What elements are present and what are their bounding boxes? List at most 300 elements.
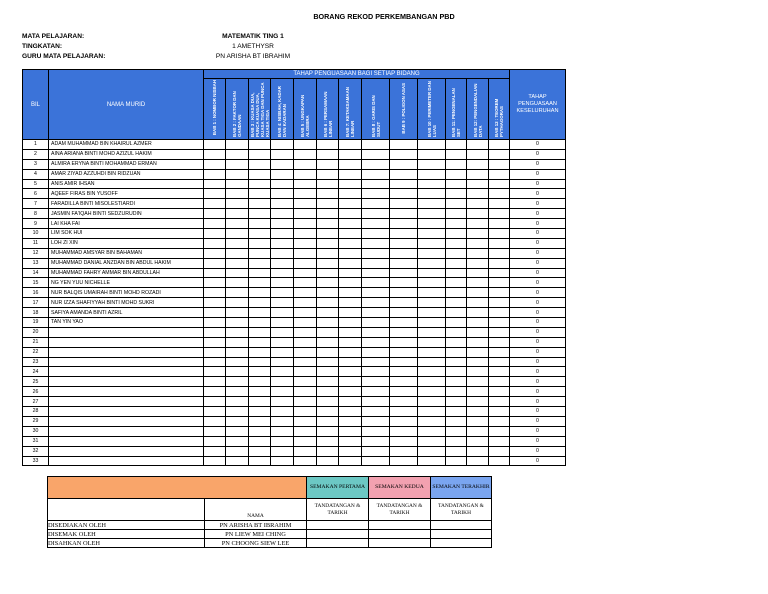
- tahap-cell[interactable]: [339, 308, 362, 318]
- tahap-cell[interactable]: [249, 298, 271, 308]
- tahap-cell[interactable]: [317, 179, 339, 189]
- tahap-cell[interactable]: [249, 327, 271, 337]
- tahap-cell[interactable]: [418, 357, 446, 367]
- tahap-cell[interactable]: [339, 377, 362, 387]
- tahap-cell[interactable]: [294, 238, 317, 248]
- tahap-cell[interactable]: [339, 298, 362, 308]
- tahap-cell[interactable]: [294, 308, 317, 318]
- student-name[interactable]: MUHAMMAD FAHRY AMMAR BIN ABDULLAH: [49, 268, 204, 278]
- tahap-cell[interactable]: [467, 288, 489, 298]
- tahap-cell[interactable]: [339, 436, 362, 446]
- tahap-cell[interactable]: [271, 337, 294, 347]
- tahap-cell[interactable]: [249, 278, 271, 288]
- tahap-cell[interactable]: [446, 229, 467, 239]
- tahap-cell[interactable]: [467, 238, 489, 248]
- tahap-cell[interactable]: [226, 426, 249, 436]
- tahap-cell[interactable]: [489, 367, 510, 377]
- tahap-cell[interactable]: [226, 288, 249, 298]
- student-name[interactable]: NUR IZZA SHAFIYYAH BINTI MOHD SUKRI: [49, 298, 204, 308]
- tahap-cell[interactable]: [489, 318, 510, 328]
- tahap-cell[interactable]: [339, 278, 362, 288]
- tahap-cell[interactable]: [418, 308, 446, 318]
- student-name[interactable]: MUHAMMAD DANIAL ANZDAN BIN ABDUL HAKIM: [49, 258, 204, 268]
- tahap-cell[interactable]: [249, 189, 271, 199]
- student-name[interactable]: ADAM MUHAMMAD BIN KHAIRUL AZMER: [49, 140, 204, 150]
- tahap-cell[interactable]: [418, 189, 446, 199]
- tahap-cell[interactable]: [339, 179, 362, 189]
- tahap-cell[interactable]: [489, 179, 510, 189]
- tahap-cell[interactable]: [418, 258, 446, 268]
- tahap-cell[interactable]: [317, 387, 339, 397]
- tahap-cell[interactable]: [362, 446, 390, 456]
- tahap-cell[interactable]: [204, 298, 226, 308]
- tahap-cell[interactable]: [446, 327, 467, 337]
- tahap-cell[interactable]: [317, 416, 339, 426]
- tahap-cell[interactable]: [271, 387, 294, 397]
- tahap-cell[interactable]: [467, 169, 489, 179]
- tahap-cell[interactable]: [271, 159, 294, 169]
- tahap-cell[interactable]: [390, 199, 418, 209]
- tahap-cell[interactable]: [204, 397, 226, 407]
- tahap-cell[interactable]: [489, 337, 510, 347]
- tahap-cell[interactable]: [418, 367, 446, 377]
- tahap-cell[interactable]: [418, 318, 446, 328]
- tahap-cell[interactable]: [339, 397, 362, 407]
- student-name[interactable]: [49, 347, 204, 357]
- tahap-cell[interactable]: [362, 387, 390, 397]
- tahap-cell[interactable]: [489, 347, 510, 357]
- student-name[interactable]: ANIS AMIR IHSAN: [49, 179, 204, 189]
- tahap-cell[interactable]: [446, 456, 467, 466]
- tahap-cell[interactable]: [317, 199, 339, 209]
- tahap-cell[interactable]: [317, 308, 339, 318]
- tahap-cell[interactable]: [294, 426, 317, 436]
- tahap-cell[interactable]: [446, 159, 467, 169]
- tahap-cell[interactable]: [362, 238, 390, 248]
- tahap-cell[interactable]: [446, 298, 467, 308]
- tahap-cell[interactable]: [446, 407, 467, 417]
- tahap-cell[interactable]: [390, 347, 418, 357]
- tahap-cell[interactable]: [317, 229, 339, 239]
- tahap-cell[interactable]: [446, 258, 467, 268]
- tahap-cell[interactable]: [446, 248, 467, 258]
- tahap-cell[interactable]: [339, 318, 362, 328]
- tahap-cell[interactable]: [317, 397, 339, 407]
- tahap-cell[interactable]: [317, 169, 339, 179]
- tahap-cell[interactable]: [226, 199, 249, 209]
- student-name[interactable]: [49, 377, 204, 387]
- tahap-cell[interactable]: [294, 189, 317, 199]
- tahap-cell[interactable]: [489, 426, 510, 436]
- tahap-cell[interactable]: [418, 387, 446, 397]
- tahap-cell[interactable]: [446, 268, 467, 278]
- tahap-cell[interactable]: [418, 219, 446, 229]
- tahap-cell[interactable]: [489, 189, 510, 199]
- tahap-cell[interactable]: [446, 436, 467, 446]
- student-name[interactable]: SAFIYA AMANDA BINTI AZRIL: [49, 308, 204, 318]
- tahap-cell[interactable]: [446, 149, 467, 159]
- tahap-cell[interactable]: [362, 367, 390, 377]
- tahap-cell[interactable]: [362, 377, 390, 387]
- tahap-cell[interactable]: [362, 288, 390, 298]
- tahap-cell[interactable]: [294, 149, 317, 159]
- tahap-cell[interactable]: [362, 219, 390, 229]
- tahap-cell[interactable]: [271, 456, 294, 466]
- tahap-cell[interactable]: [390, 179, 418, 189]
- tahap-cell[interactable]: [418, 209, 446, 219]
- tahap-cell[interactable]: [418, 347, 446, 357]
- tahap-cell[interactable]: [317, 327, 339, 337]
- tahap-cell[interactable]: [418, 377, 446, 387]
- tahap-cell[interactable]: [204, 159, 226, 169]
- tahap-cell[interactable]: [418, 179, 446, 189]
- tahap-cell[interactable]: [362, 357, 390, 367]
- tahap-cell[interactable]: [446, 426, 467, 436]
- student-name[interactable]: LOH ZI XIN: [49, 238, 204, 248]
- tahap-cell[interactable]: [249, 248, 271, 258]
- tahap-cell[interactable]: [467, 416, 489, 426]
- student-name[interactable]: ALMIRA ERYNA BINTI MOHAMMAD ERMAN: [49, 159, 204, 169]
- tahap-cell[interactable]: [418, 278, 446, 288]
- tahap-cell[interactable]: [294, 387, 317, 397]
- tahap-cell[interactable]: [418, 298, 446, 308]
- tahap-cell[interactable]: [339, 426, 362, 436]
- tahap-cell[interactable]: [489, 327, 510, 337]
- tahap-cell[interactable]: [249, 179, 271, 189]
- tahap-cell[interactable]: [390, 209, 418, 219]
- student-name[interactable]: JASMIN FA'IQAH BINTI SEDZURUDIN: [49, 209, 204, 219]
- tahap-cell[interactable]: [390, 416, 418, 426]
- tahap-cell[interactable]: [249, 149, 271, 159]
- tahap-cell[interactable]: [271, 436, 294, 446]
- tahap-cell[interactable]: [339, 149, 362, 159]
- student-name[interactable]: LIM SOK HUI: [49, 229, 204, 239]
- tahap-cell[interactable]: [339, 189, 362, 199]
- tahap-cell[interactable]: [418, 140, 446, 150]
- tahap-cell[interactable]: [249, 357, 271, 367]
- tahap-cell[interactable]: [446, 357, 467, 367]
- tahap-cell[interactable]: [446, 397, 467, 407]
- tahap-cell[interactable]: [271, 169, 294, 179]
- student-name[interactable]: [49, 367, 204, 377]
- tahap-cell[interactable]: [317, 140, 339, 150]
- tahap-cell[interactable]: [362, 337, 390, 347]
- tahap-cell[interactable]: [446, 387, 467, 397]
- tahap-cell[interactable]: [271, 179, 294, 189]
- tahap-cell[interactable]: [339, 229, 362, 239]
- tahap-cell[interactable]: [249, 426, 271, 436]
- tahap-cell[interactable]: [226, 407, 249, 417]
- tahap-cell[interactable]: [446, 347, 467, 357]
- tahap-cell[interactable]: [249, 377, 271, 387]
- tahap-cell[interactable]: [390, 229, 418, 239]
- tahap-cell[interactable]: [204, 407, 226, 417]
- tahap-cell[interactable]: [204, 446, 226, 456]
- tahap-cell[interactable]: [249, 446, 271, 456]
- tahap-cell[interactable]: [489, 209, 510, 219]
- tahap-cell[interactable]: [467, 357, 489, 367]
- tahap-cell[interactable]: [271, 229, 294, 239]
- tahap-cell[interactable]: [204, 140, 226, 150]
- tahap-cell[interactable]: [339, 169, 362, 179]
- tahap-cell[interactable]: [362, 159, 390, 169]
- tahap-cell[interactable]: [390, 436, 418, 446]
- tahap-cell[interactable]: [418, 436, 446, 446]
- tahap-cell[interactable]: [249, 199, 271, 209]
- tahap-cell[interactable]: [339, 219, 362, 229]
- tahap-cell[interactable]: [446, 169, 467, 179]
- tahap-cell[interactable]: [467, 397, 489, 407]
- tahap-cell[interactable]: [467, 377, 489, 387]
- tahap-cell[interactable]: [390, 337, 418, 347]
- tahap-cell[interactable]: [226, 387, 249, 397]
- tahap-cell[interactable]: [226, 248, 249, 258]
- tahap-cell[interactable]: [418, 248, 446, 258]
- tahap-cell[interactable]: [467, 446, 489, 456]
- tahap-cell[interactable]: [249, 308, 271, 318]
- tahap-cell[interactable]: [226, 347, 249, 357]
- tahap-cell[interactable]: [317, 189, 339, 199]
- tahap-cell[interactable]: [467, 337, 489, 347]
- tahap-cell[interactable]: [446, 140, 467, 150]
- tahap-cell[interactable]: [226, 436, 249, 446]
- tahap-cell[interactable]: [339, 248, 362, 258]
- tahap-cell[interactable]: [249, 209, 271, 219]
- tahap-cell[interactable]: [418, 169, 446, 179]
- student-name[interactable]: [49, 407, 204, 417]
- tahap-cell[interactable]: [271, 149, 294, 159]
- tahap-cell[interactable]: [317, 357, 339, 367]
- tahap-cell[interactable]: [362, 397, 390, 407]
- tahap-cell[interactable]: [204, 268, 226, 278]
- tahap-cell[interactable]: [204, 357, 226, 367]
- student-name[interactable]: [49, 327, 204, 337]
- tahap-cell[interactable]: [489, 278, 510, 288]
- tahap-cell[interactable]: [294, 179, 317, 189]
- tahap-cell[interactable]: [362, 140, 390, 150]
- tahap-cell[interactable]: [204, 436, 226, 446]
- tahap-cell[interactable]: [446, 446, 467, 456]
- tahap-cell[interactable]: [418, 327, 446, 337]
- tahap-cell[interactable]: [467, 367, 489, 377]
- tahap-cell[interactable]: [446, 209, 467, 219]
- tahap-cell[interactable]: [317, 426, 339, 436]
- tahap-cell[interactable]: [339, 288, 362, 298]
- tahap-cell[interactable]: [418, 288, 446, 298]
- tahap-cell[interactable]: [317, 219, 339, 229]
- tahap-cell[interactable]: [294, 159, 317, 169]
- tahap-cell[interactable]: [271, 238, 294, 248]
- tahap-cell[interactable]: [362, 189, 390, 199]
- tahap-cell[interactable]: [226, 189, 249, 199]
- tahap-cell[interactable]: [317, 407, 339, 417]
- tahap-cell[interactable]: [204, 456, 226, 466]
- tahap-cell[interactable]: [418, 456, 446, 466]
- tahap-cell[interactable]: [271, 357, 294, 367]
- student-name[interactable]: [49, 456, 204, 466]
- student-name[interactable]: FARADILLA BINTI MISOLESTIARDI: [49, 199, 204, 209]
- tahap-cell[interactable]: [339, 159, 362, 169]
- tahap-cell[interactable]: [489, 397, 510, 407]
- tahap-cell[interactable]: [204, 219, 226, 229]
- tahap-cell[interactable]: [390, 268, 418, 278]
- tahap-cell[interactable]: [362, 169, 390, 179]
- tahap-cell[interactable]: [467, 278, 489, 288]
- tahap-cell[interactable]: [467, 298, 489, 308]
- tahap-cell[interactable]: [294, 357, 317, 367]
- tahap-cell[interactable]: [204, 238, 226, 248]
- tahap-cell[interactable]: [418, 149, 446, 159]
- student-name[interactable]: NUR BALQIS UMAIRAH BINTI MOHD ROZADI: [49, 288, 204, 298]
- tahap-cell[interactable]: [489, 377, 510, 387]
- tahap-cell[interactable]: [226, 446, 249, 456]
- tahap-cell[interactable]: [317, 298, 339, 308]
- tahap-cell[interactable]: [226, 159, 249, 169]
- tahap-cell[interactable]: [271, 318, 294, 328]
- tahap-cell[interactable]: [446, 367, 467, 377]
- tahap-cell[interactable]: [390, 357, 418, 367]
- tahap-cell[interactable]: [317, 446, 339, 456]
- tahap-cell[interactable]: [418, 268, 446, 278]
- tahap-cell[interactable]: [489, 229, 510, 239]
- tahap-cell[interactable]: [418, 407, 446, 417]
- tahap-cell[interactable]: [294, 209, 317, 219]
- tahap-cell[interactable]: [362, 308, 390, 318]
- tahap-cell[interactable]: [489, 169, 510, 179]
- tahap-cell[interactable]: [226, 377, 249, 387]
- tahap-cell[interactable]: [249, 367, 271, 377]
- student-name[interactable]: [49, 416, 204, 426]
- tahap-cell[interactable]: [489, 149, 510, 159]
- tahap-cell[interactable]: [271, 308, 294, 318]
- tahap-cell[interactable]: [339, 347, 362, 357]
- tahap-cell[interactable]: [390, 159, 418, 169]
- tahap-cell[interactable]: [271, 209, 294, 219]
- tahap-cell[interactable]: [204, 416, 226, 426]
- tahap-cell[interactable]: [390, 318, 418, 328]
- tahap-cell[interactable]: [446, 308, 467, 318]
- tahap-cell[interactable]: [294, 169, 317, 179]
- tahap-cell[interactable]: [294, 407, 317, 417]
- tahap-cell[interactable]: [294, 446, 317, 456]
- tahap-cell[interactable]: [339, 446, 362, 456]
- tahap-cell[interactable]: [390, 377, 418, 387]
- student-name[interactable]: LAI KHA FAI: [49, 219, 204, 229]
- tahap-cell[interactable]: [249, 318, 271, 328]
- tahap-cell[interactable]: [226, 337, 249, 347]
- tahap-cell[interactable]: [317, 456, 339, 466]
- tahap-cell[interactable]: [294, 229, 317, 239]
- tahap-cell[interactable]: [294, 278, 317, 288]
- tahap-cell[interactable]: [317, 159, 339, 169]
- tahap-cell[interactable]: [271, 189, 294, 199]
- tahap-cell[interactable]: [204, 179, 226, 189]
- tahap-cell[interactable]: [418, 159, 446, 169]
- tahap-cell[interactable]: [249, 347, 271, 357]
- tahap-cell[interactable]: [390, 446, 418, 456]
- tahap-cell[interactable]: [317, 318, 339, 328]
- tahap-cell[interactable]: [249, 169, 271, 179]
- tahap-cell[interactable]: [204, 199, 226, 209]
- tahap-cell[interactable]: [446, 288, 467, 298]
- tahap-cell[interactable]: [390, 298, 418, 308]
- tahap-cell[interactable]: [489, 248, 510, 258]
- tahap-cell[interactable]: [446, 278, 467, 288]
- tahap-cell[interactable]: [249, 219, 271, 229]
- student-name[interactable]: MUHAMMAD AMSYAR BIN BAHAMAN: [49, 248, 204, 258]
- tahap-cell[interactable]: [446, 199, 467, 209]
- tahap-cell[interactable]: [339, 238, 362, 248]
- tahap-cell[interactable]: [317, 347, 339, 357]
- tahap-cell[interactable]: [339, 387, 362, 397]
- tahap-cell[interactable]: [362, 298, 390, 308]
- tahap-cell[interactable]: [446, 377, 467, 387]
- tahap-cell[interactable]: [467, 199, 489, 209]
- tahap-cell[interactable]: [204, 258, 226, 268]
- tahap-cell[interactable]: [204, 278, 226, 288]
- tahap-cell[interactable]: [339, 258, 362, 268]
- tahap-cell[interactable]: [294, 199, 317, 209]
- student-name[interactable]: [49, 387, 204, 397]
- tahap-cell[interactable]: [317, 278, 339, 288]
- tahap-cell[interactable]: [271, 298, 294, 308]
- student-name[interactable]: AMAR ZIYAD AZZUHDI BIN RIDZUAN: [49, 169, 204, 179]
- tahap-cell[interactable]: [446, 219, 467, 229]
- tahap-cell[interactable]: [390, 426, 418, 436]
- tahap-cell[interactable]: [467, 426, 489, 436]
- tahap-cell[interactable]: [390, 308, 418, 318]
- tahap-cell[interactable]: [446, 337, 467, 347]
- tahap-cell[interactable]: [204, 229, 226, 239]
- tahap-cell[interactable]: [489, 446, 510, 456]
- student-name[interactable]: [49, 337, 204, 347]
- student-name[interactable]: [49, 357, 204, 367]
- tahap-cell[interactable]: [249, 416, 271, 426]
- tahap-cell[interactable]: [249, 288, 271, 298]
- tahap-cell[interactable]: [489, 387, 510, 397]
- tahap-cell[interactable]: [204, 189, 226, 199]
- tahap-cell[interactable]: [317, 209, 339, 219]
- tahap-cell[interactable]: [249, 258, 271, 268]
- tahap-cell[interactable]: [467, 248, 489, 258]
- tahap-cell[interactable]: [204, 337, 226, 347]
- tahap-cell[interactable]: [249, 159, 271, 169]
- tahap-cell[interactable]: [294, 140, 317, 150]
- tahap-cell[interactable]: [362, 199, 390, 209]
- tahap-cell[interactable]: [362, 407, 390, 417]
- tahap-cell[interactable]: [226, 416, 249, 426]
- tahap-cell[interactable]: [294, 327, 317, 337]
- tahap-cell[interactable]: [467, 407, 489, 417]
- tahap-cell[interactable]: [249, 436, 271, 446]
- tahap-cell[interactable]: [390, 149, 418, 159]
- tahap-cell[interactable]: [390, 189, 418, 199]
- tahap-cell[interactable]: [204, 288, 226, 298]
- student-name[interactable]: NG YEN YUU NICHELLE: [49, 278, 204, 288]
- tahap-cell[interactable]: [294, 377, 317, 387]
- tahap-cell[interactable]: [226, 456, 249, 466]
- tahap-cell[interactable]: [467, 179, 489, 189]
- tahap-cell[interactable]: [362, 347, 390, 357]
- tahap-cell[interactable]: [339, 199, 362, 209]
- tahap-cell[interactable]: [418, 416, 446, 426]
- tahap-cell[interactable]: [271, 248, 294, 258]
- tahap-cell[interactable]: [390, 288, 418, 298]
- tahap-cell[interactable]: [226, 367, 249, 377]
- tahap-cell[interactable]: [467, 436, 489, 446]
- student-name[interactable]: AINA ARIANA BINTI MOHD AZIZUL HAKIM: [49, 149, 204, 159]
- tahap-cell[interactable]: [204, 318, 226, 328]
